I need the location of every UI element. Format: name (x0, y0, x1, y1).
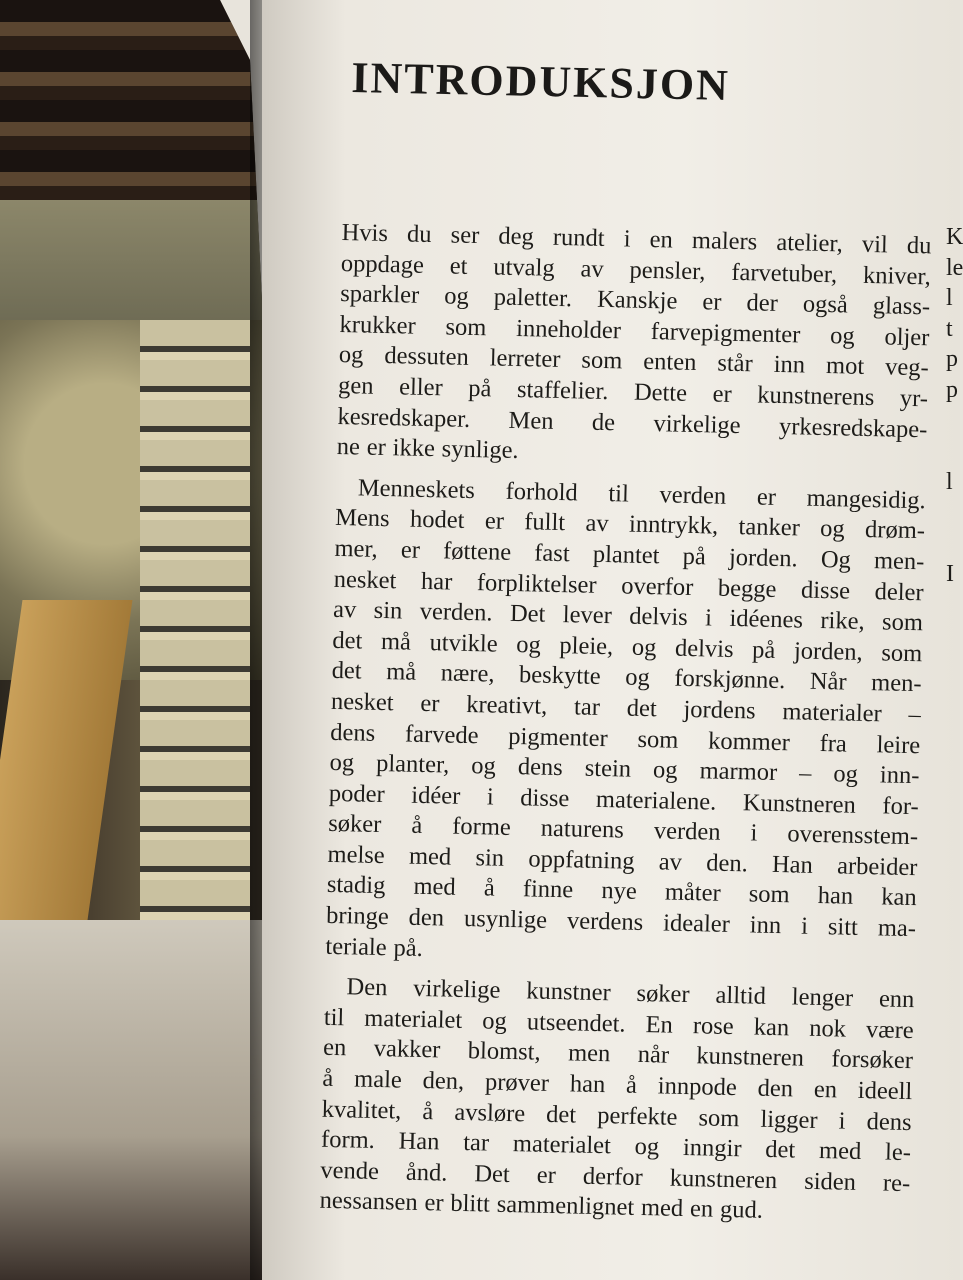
text-line: det må utvikle og pleie, og delvis på jorden, som (332, 626, 923, 667)
edge-fragment (946, 497, 960, 528)
text-line: Mens hodet er fullt av inntrykk, tanker og drøm- (334, 504, 926, 545)
text-line: kvalitet, å avsløre det perfekte som ligger i dens (321, 1095, 912, 1136)
next-page-edge-text (946, 222, 963, 589)
paragraph (325, 473, 926, 976)
text-line: kesredskaper. Men de virkelige yrkesredskape- (337, 402, 928, 443)
text-line: nessansen er blitt sammenlignet med en gud. (319, 1187, 764, 1225)
text-line: krukker som inneholder farvepigmenter og oljer (339, 310, 930, 352)
text-line: søker å forme naturens verden i overensstem- (327, 810, 919, 851)
edge-fragment: p (946, 376, 958, 403)
floor (0, 920, 262, 1280)
edge-fragment: t (946, 315, 953, 342)
text-line: å male den, prøver han å innpode den en ideell (322, 1064, 913, 1106)
text-line: nesket har forpliktelser overfor begge disse deler (333, 565, 924, 606)
body-text (319, 218, 932, 1230)
text-line: bringe den usynlige verdens idealer inn i sitt ma- (325, 901, 917, 943)
text-line: poder idéer i disse materialene. Kunstneren for- (328, 779, 920, 820)
text-line: form. Han tar materialet og inngir det med le- (320, 1125, 912, 1167)
text-line: og planter, og dens stein og marmor – og inn- (329, 748, 920, 790)
edge-fragment: l (946, 285, 953, 312)
text-line: dens farvede pigmenter som kommer fra leire (330, 718, 921, 759)
text-line: nesket er kreativt, tar det jordens materialer – (330, 687, 922, 729)
text-line: vende ånd. Det er derfor kunstneren siden re- (320, 1156, 911, 1197)
edge-fragment: le (946, 254, 963, 281)
canvas-wall (0, 200, 262, 320)
text-line: mer, er føttene fast plantet på jorden. Og men- (334, 534, 925, 576)
text-line: gen eller på staffelier. Dette er kunstnerens yr- (337, 371, 929, 413)
painting-photo (0, 0, 262, 1280)
paragraph (319, 972, 914, 1230)
text-line: ne er ikke synlige. (336, 433, 519, 465)
text-line: oppdage et utvalg av pensler, farvetuber, kniver, (340, 249, 932, 290)
text-line: og dessuten lerreter som enten står inn mot veg- (338, 341, 930, 382)
drawer-cabinet (140, 320, 250, 960)
text-line: en vakker blomst, men når kunstneren forsøker (322, 1034, 914, 1075)
text-line: det må nære, beskytte og forskjønne. Når men- (331, 657, 922, 698)
edge-fragment (946, 528, 960, 559)
edge-fragment (946, 406, 960, 437)
edge-fragment: l (946, 468, 953, 495)
text-line: stadig med å finne nye måter som han kan (326, 871, 917, 912)
text-line: melse med sin oppfatning av den. Han arbeider (327, 840, 918, 882)
text-page (262, 0, 963, 1280)
text-line: sparkler og paletter. Kanskje er der også glass- (339, 280, 931, 321)
dark-ceiling-stripes (0, 0, 262, 200)
text-line: av sin verden. Det lever delvis i idéenes rike, som (332, 596, 924, 637)
text-line: til materialet og utseendet. En rose kan nok være (323, 1003, 914, 1045)
edge-fragment: p (946, 346, 958, 373)
paragraph (336, 218, 931, 476)
edge-fragment (946, 436, 960, 467)
text-line: Menneskets forhold til verden er mangesidig. (357, 474, 927, 515)
text-line: teriale på. (325, 932, 424, 962)
text-line: Hvis du ser deg rundt i en malers atelier, vil du (341, 218, 932, 260)
edge-fragment: I (946, 560, 954, 587)
chapter-heading: INTRODUKSJON (350, 52, 731, 110)
edge-fragment: K (946, 224, 963, 250)
easel (0, 600, 132, 920)
text-line: Den virkelige kunstner søker alltid lenger enn (346, 973, 915, 1014)
